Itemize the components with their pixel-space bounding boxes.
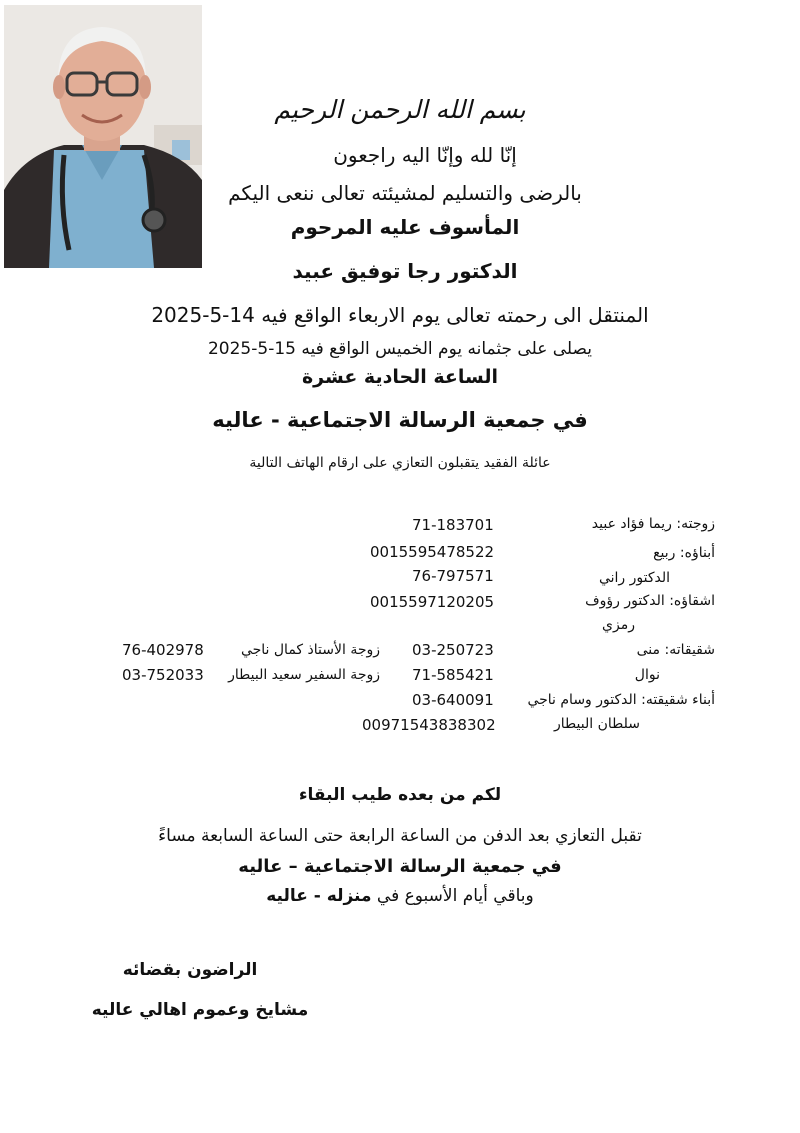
sister2-spouse: زوجة السفير سعيد البيطار <box>228 667 380 683</box>
son1-name: ربيع <box>653 545 676 561</box>
nephews-label: أبناء شقيقته: <box>641 692 715 708</box>
sister2-name: نوال <box>634 667 660 683</box>
phones-intro: عائلة الفقيد يتقبلون التعازي على ارقام الهاتف التالية <box>249 455 551 471</box>
sister1-name: منى <box>636 642 661 658</box>
sons-label: أبناؤه: <box>679 545 715 561</box>
signoff-line-2: مشايخ وعموم اهالي عاليه <box>91 1000 309 1020</box>
sister2-spouse-phone: 03-752033 <box>122 666 204 684</box>
blessing-line: لكم من بعده طيب البقاء <box>298 785 502 805</box>
condolence-place: في جمعية الرسالة الاجتماعية – عاليه <box>238 856 562 877</box>
brother1-entry <box>585 593 715 609</box>
brothers-label: اشقاؤه: <box>669 593 715 609</box>
wife-entry <box>592 516 715 532</box>
death-notice: المنتقل الى رحمته تعالى يوم الاربعاء الواقع فيه 14-5-2025 <box>151 303 649 327</box>
nephew2-name: سلطان البيطار <box>554 716 640 732</box>
brother1-name-cont: رمزي <box>602 617 635 633</box>
deceased-portrait <box>4 5 202 268</box>
rest-of-week-line <box>0 886 800 906</box>
deceased-name: الدكتور رجا توفيق عبيد <box>292 259 518 283</box>
sisters-label: شقيقاته: <box>664 642 715 658</box>
wife-name: ريما فؤاد عبيد <box>591 516 672 532</box>
sister1-spouse-phone: 76-402978 <box>122 641 204 659</box>
son1-entry <box>653 545 715 561</box>
nephew1-entry <box>527 692 715 708</box>
deceased-prefix: المأسوف عليه المرحوم <box>290 215 520 239</box>
prayer-notice: يصلى على جثمانه يوم الخميس الواقع فيه 15-5-2025 <box>207 339 593 359</box>
intro-line: بالرضى والتسليم لمشيئته تعالى ننعى اليكم <box>228 181 582 205</box>
brother1-name: الدكتور رؤوف <box>585 593 665 609</box>
condolence-hours: تقبل التعازي بعد الدفن من الساعة الرابعة حتى الساعة السابعة مساءً <box>158 826 642 846</box>
prayer-time: الساعة الحادية عشرة <box>301 366 499 388</box>
sister2-phone: 71-585421 <box>412 666 494 684</box>
sister1-entry <box>637 642 715 658</box>
nephew2-phone: 00971543838302 <box>362 716 496 734</box>
nephew1-phone: 03-640091 <box>412 691 494 709</box>
basmala: بسم الله الرحمن الرحيم <box>274 95 526 124</box>
quran-verse: إنّا لله وإنّا اليه راجعون <box>333 143 517 167</box>
nephew1-name: الدكتور وسام ناجي <box>527 692 637 708</box>
wife-label: زوجته: <box>676 516 715 532</box>
signoff-line-1: الراضون بقضائه <box>122 960 258 980</box>
portrait-illustration <box>4 5 202 268</box>
son2-phone: 76-797571 <box>412 567 494 585</box>
wife-phone: 71-183701 <box>412 516 494 534</box>
rest-of-week-prefix: وباقي أيام الأسبوع في <box>371 886 534 906</box>
sister1-spouse: زوجة الأستاذ كمال ناجي <box>240 642 380 658</box>
prayer-place: في جمعية الرسالة الاجتماعية - عاليه <box>212 408 588 432</box>
son2-name: الدكتور راني <box>598 570 670 586</box>
brother1-phone: 0015597120205 <box>370 593 495 611</box>
rest-of-week-place: منزله - عاليه <box>266 886 372 906</box>
sister1-phone: 03-250723 <box>412 641 494 659</box>
son1-phone: 0015595478522 <box>370 543 495 561</box>
